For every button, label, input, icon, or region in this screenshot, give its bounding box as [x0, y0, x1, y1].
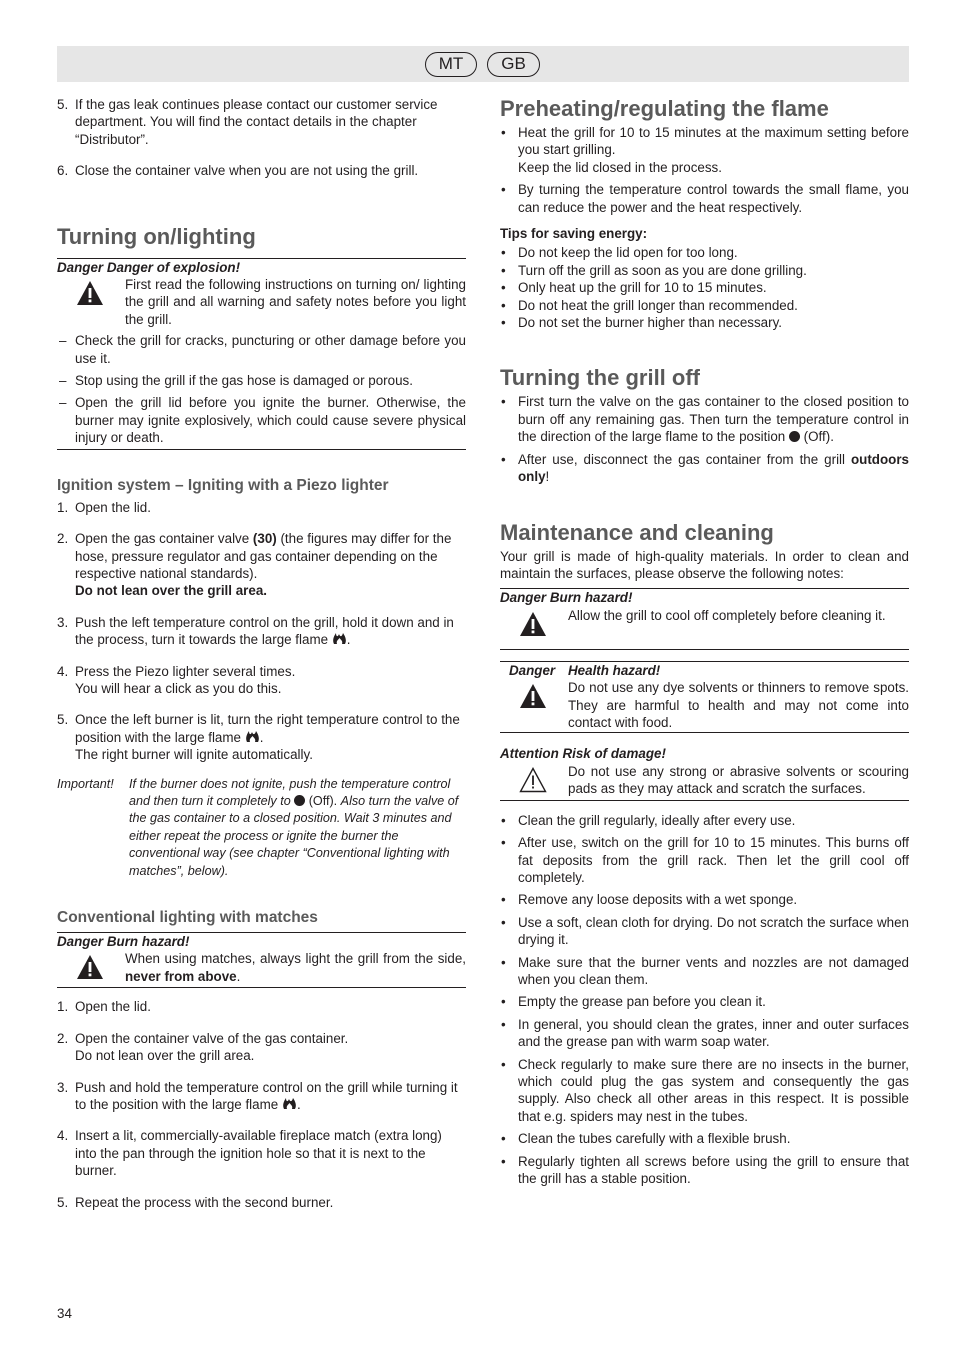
language-bar [57, 46, 909, 82]
warning-icon [500, 679, 568, 715]
list-item: • Check regularly to make sure there are no insects in the burner, which could plug the gas system and consequently the gas supply. Also check all other areas in this respect. It is possible that e.g. spiders may nest in the tubes. [501, 1056, 909, 1124]
warning-title: Danger Danger of explosion! [57, 259, 241, 275]
left-column [57, 96, 466, 1225]
page-number: 34 [57, 1306, 72, 1321]
list-item: • Turn off the grill as soon as you are done grilling. [501, 262, 807, 278]
list-item: • Remove any loose deposits with a wet sponge. [501, 892, 798, 908]
section-title-turning-off: Turning the grill off [500, 365, 700, 391]
list-item: 5. Repeat the process with the second burner. [57, 1194, 334, 1210]
list-item: • First turn the valve on the gas container to the closed position to burn off any remaining gas. Then turn the temperature control in the direction of the large flame to the position (Off). [501, 394, 909, 445]
language-tab-mt[interactable]: MT [425, 52, 477, 77]
tips-title: Tips for saving energy: [500, 226, 648, 242]
danger-explosion-box: Danger Danger of explosion! First read the following instructions on turning on/ lighting the grill and all warning and safety notes before you light the grill. – Check the grill for cracks, puncturing or other damage before you use it. – Stop using the grill if the gas hose is damaged or porous. – Open the grill lid before you ignite the burner. Otherwise, the burner may ignite explosively, which could cause severe physical injury or death. [57, 258, 466, 449]
large-flame-icon [245, 730, 260, 743]
list-item: 4. Press the Piezo lighter several times. You will hear a click as you do this. [57, 663, 296, 696]
list-item: 6. Close the container valve when you are not using the grill. [57, 163, 419, 179]
warning-title: Danger Burn hazard! [500, 590, 633, 606]
list-item: 2. Open the gas container valve (30) (the figures may differ for the hose, pressure regulator and gas container depending on the respective national standards). Do not lean over the grill area. [57, 531, 452, 599]
danger-health-box: Danger Health hazard! Do not use any dye solvents or thinners to remove spots. They are harmful to health and may not come into contact with food. [500, 661, 909, 734]
list-item: 2. Open the container valve of the gas container. Do not lean over the grill area. [57, 1030, 349, 1064]
list-item: 1. Open the lid. [57, 499, 151, 515]
warning-icon [500, 607, 568, 643]
list-item: – Check the grill for cracks, puncturing or other damage before you use it. [59, 333, 466, 366]
list-item: • Do not set the burner higher than necessary. [501, 315, 783, 331]
list-item: • Make sure that the burner vents and nozzles are not damaged when you clean them. [501, 954, 909, 987]
warning-icon [500, 763, 568, 799]
off-dot-icon [294, 795, 305, 806]
list-item: • After use, switch on the grill for 10 to 15 minutes. This burns off fat deposits from the grill rack. Then let the grill cool off completely. [501, 835, 909, 885]
list-item: • Heat the grill for 10 to 15 minutes at the maximum setting before you start grilling. Keep the lid closed in the process. [501, 125, 909, 175]
list-item: • Empty the grease pan before you clean it. [501, 994, 766, 1010]
list-item: • Do not heat the grill longer than recommended. [501, 297, 798, 313]
section-title-maintenance: Maintenance and cleaning [500, 519, 774, 545]
attention-box: Do not use any strong or abrasive solvents or scouring pads as they may attack and scratch the surfaces. [500, 763, 909, 801]
list-item: • Clean the tubes carefully with a flexible brush. [501, 1131, 791, 1147]
list-item: • Use a soft, clean cloth for drying. Do not scratch the surface when drying it. [501, 914, 909, 948]
list-item: • In general, you should clean the grates, inner and outer surfaces and the grease pan with warm soap water. [501, 1016, 909, 1050]
danger-burn-box: Danger Burn hazard! Allow the grill to cool off completely before cleaning it. [500, 588, 909, 649]
list-item: • After use, disconnect the gas container from the grill outdoors only! [501, 451, 909, 485]
list-item: • Only heat up the grill for 10 to 15 minutes. [501, 280, 767, 296]
warning-icon [57, 950, 125, 986]
section-title-turning-on: Turning on/lighting [57, 223, 256, 249]
list-item: – Open the grill lid before you ignite the burner. Otherwise, the burner may ignite explosively, which could cause severe physical injury or death. [59, 395, 466, 446]
important-note: Important! If the burner does not ignite, push the temperature control and then turn it completely to (Off). Also turn the valve of the gas container to a closed position. Wait 3 minutes and either repeat the process or ignite the burner the conventional way (see chapter “Conventional lighting with matches”, below). [57, 776, 459, 878]
danger-burn-box: Danger Burn hazard! When using matches, always light the grill from the side, never from above. [57, 932, 466, 988]
language-tab-gb[interactable]: GB [487, 52, 540, 77]
warning-label: Danger [509, 662, 556, 678]
list-item: 5. Once the left burner is lit, turn the right temperature control to the position with the large flame . The right burner will ignite automatically. [57, 712, 460, 763]
subsection-title-conventional: Conventional lighting with matches [57, 909, 318, 926]
subsection-title-ignition: Ignition system – Igniting with a Piezo lighter [57, 476, 389, 494]
list-item: • Regularly tighten all screws before using the grill to ensure that the grill has a stable position. [501, 1153, 909, 1187]
warning-icon [57, 276, 125, 312]
list-item: 4. Insert a lit, commercially-available fireplace match (extra long) into the pan through the ignition hole so that it is next to the burner. [57, 1128, 442, 1179]
maintenance-intro: Your grill is made of high-quality materials. In order to clean and maintain the surfaces, please observe the following notes: [500, 548, 909, 581]
off-dot-icon [789, 431, 800, 442]
warning-title: Danger Burn hazard! [57, 934, 190, 949]
warning-title: Attention Risk of damage! [500, 746, 666, 762]
list-item: • By turning the temperature control towards the small flame, you can reduce the power and the heat respectively. [501, 182, 909, 215]
list-item: 1. Open the lid. [57, 999, 151, 1015]
right-column [500, 96, 909, 1192]
list-item: 5. If the gas leak continues please contact our customer service department. You will find the contact details in the chapter “Distributor”. [57, 97, 438, 147]
list-item: 3. Push the left temperature control on the grill, hold it down and in the process, turn it towards the large flame . [57, 614, 454, 648]
list-item: – Stop using the grill if the gas hose is damaged or porous. [59, 373, 413, 389]
list-item: 3. Push and hold the temperature control on the grill while turning it to the position with the large flame . [57, 1079, 458, 1113]
warning-title: Health hazard! [568, 662, 661, 678]
large-flame-icon [332, 632, 347, 645]
list-item: • Do not keep the lid open for too long. [501, 245, 738, 261]
section-title-preheating: Preheating/regulating the flame [500, 96, 829, 121]
large-flame-icon [282, 1097, 297, 1110]
list-item: • Clean the grill regularly, ideally after every use. [501, 812, 796, 828]
